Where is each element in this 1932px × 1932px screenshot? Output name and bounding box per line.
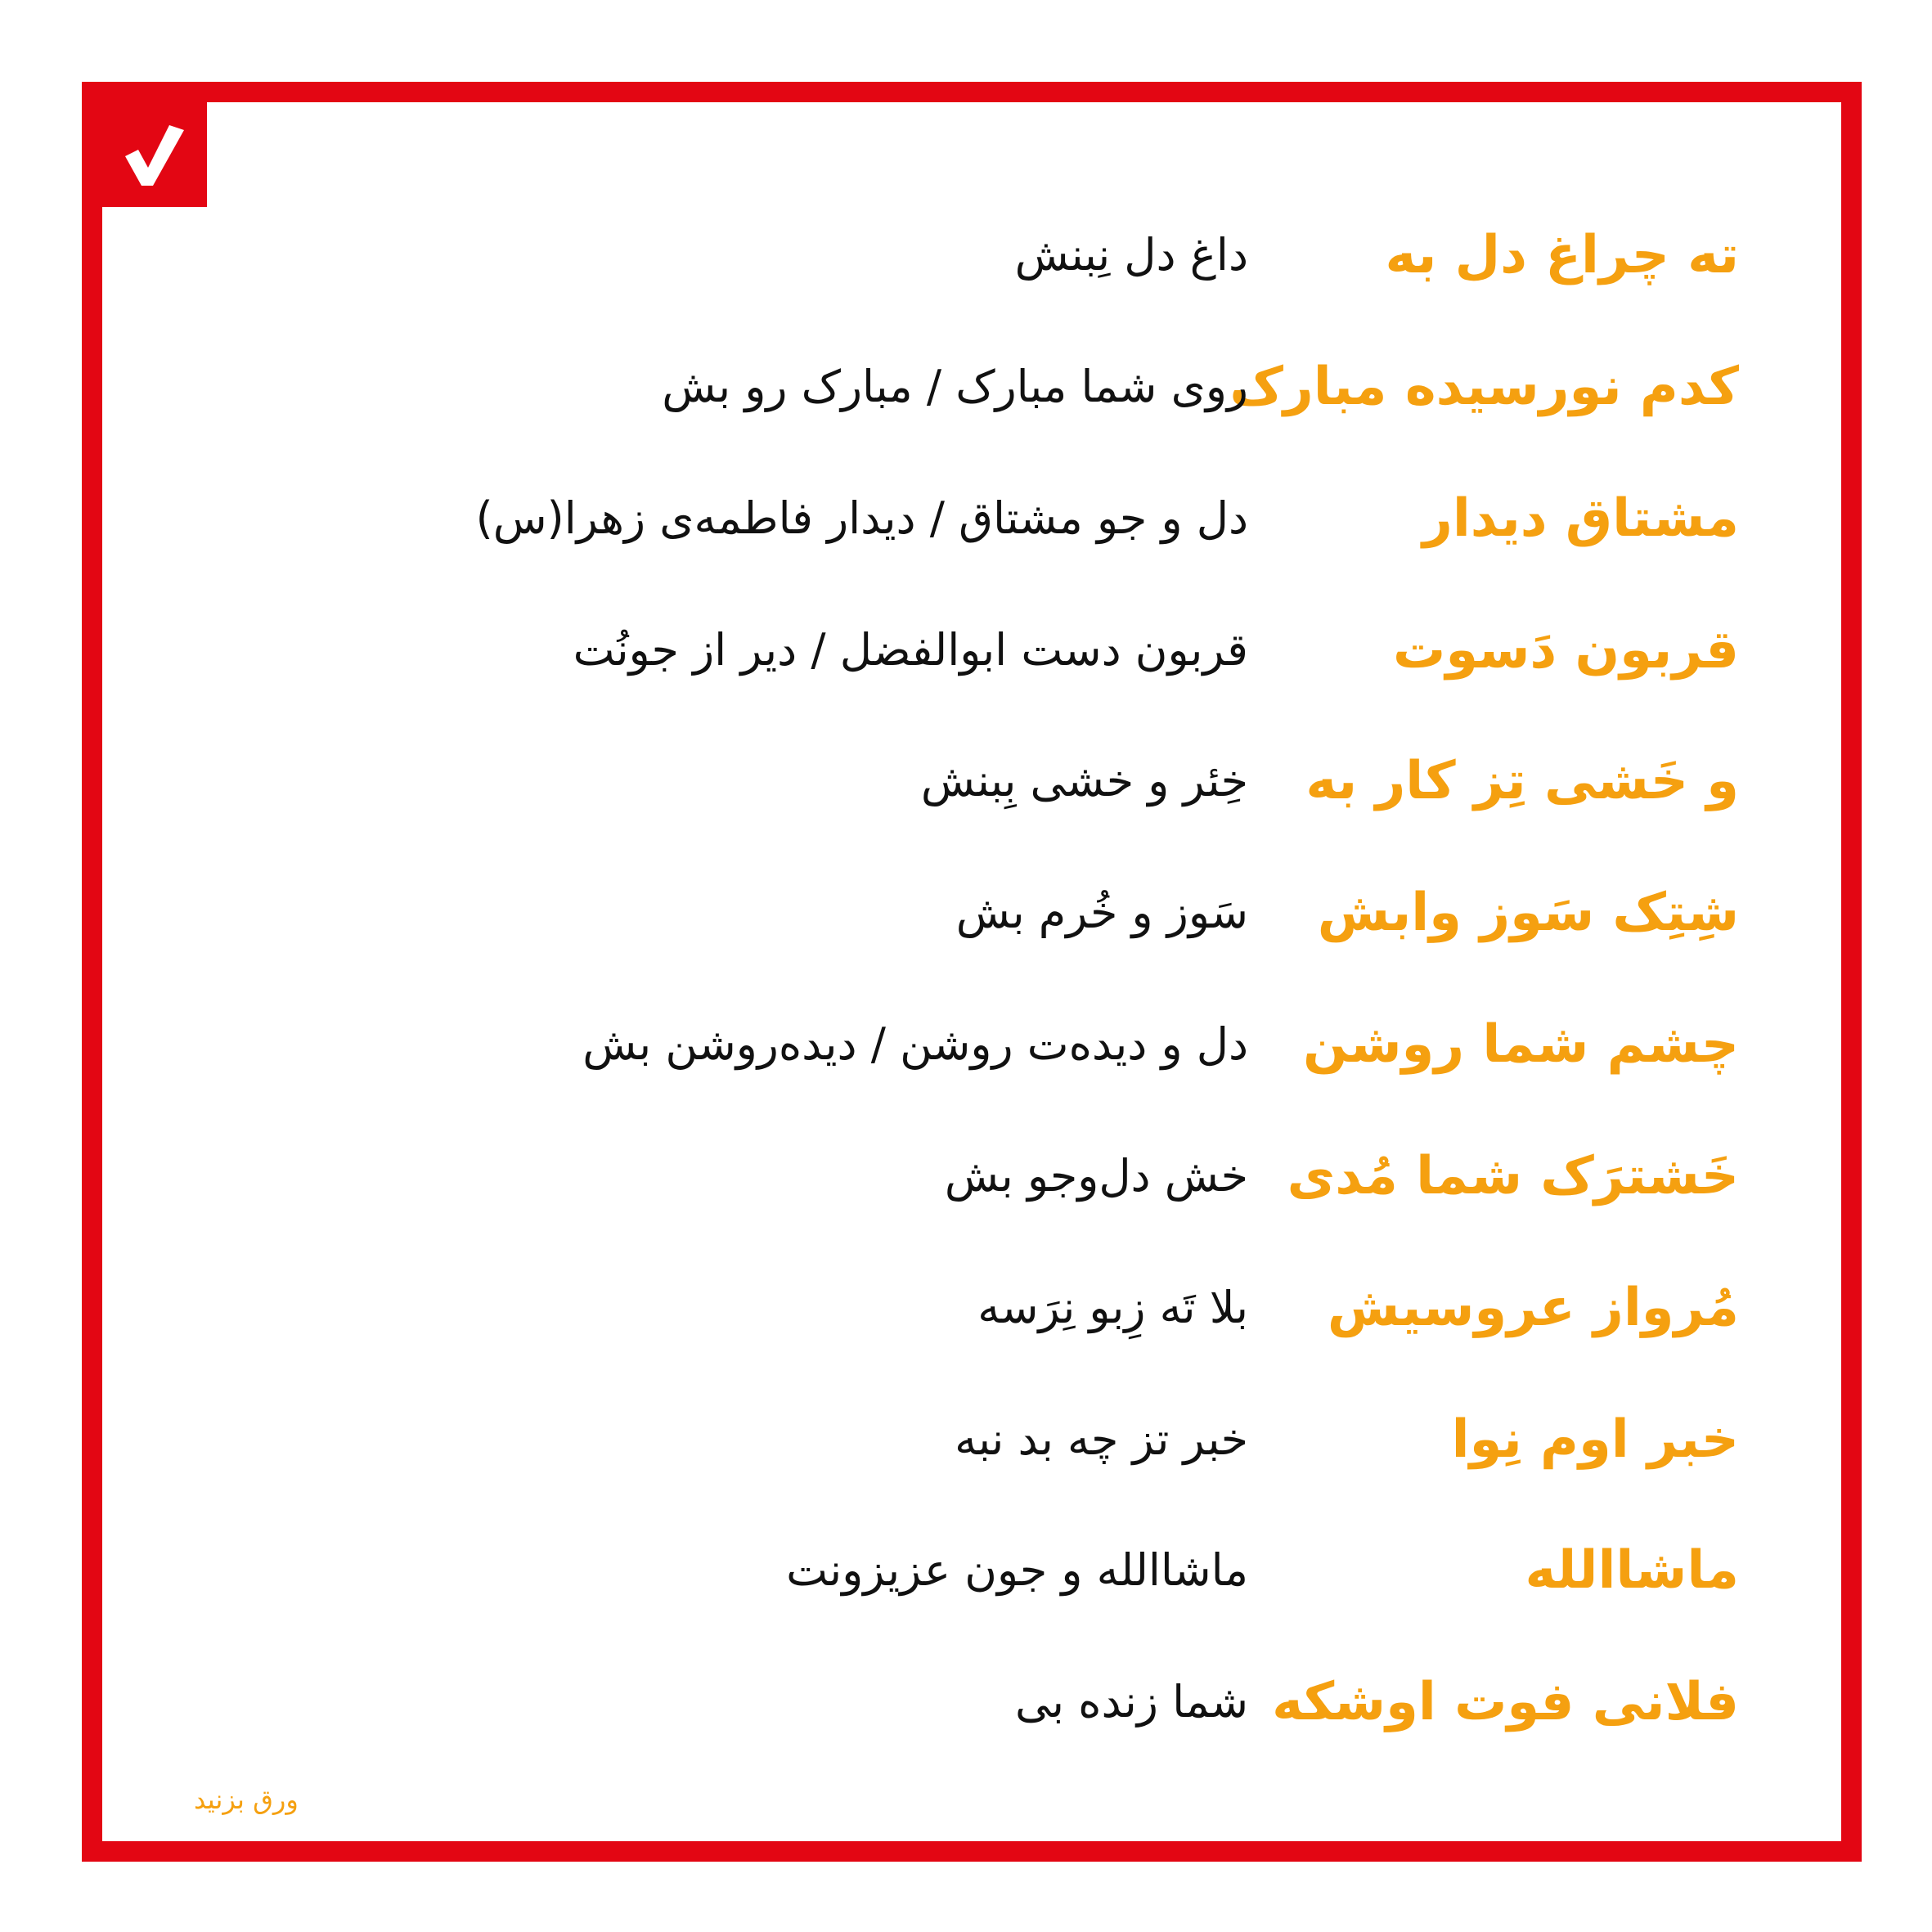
page-frame — [82, 82, 1862, 1862]
list-item — [102, 478, 1841, 559]
meaning-text: خش دل‌وجو بش — [944, 1150, 1248, 1202]
phrase-text: مُرواز عروسیش — [1327, 1278, 1739, 1338]
phrase-text: خَشترَک شما مُدی — [1287, 1146, 1739, 1206]
turn-page-note: ورق بزنید — [194, 1784, 299, 1815]
phrase-text: ماشاالله — [1525, 1540, 1739, 1601]
list-item — [102, 346, 1841, 428]
list-item — [102, 872, 1841, 954]
phrase-text: مشتاق دیدار — [1422, 488, 1739, 549]
meaning-text: داغ دل نِبنش — [1014, 229, 1248, 281]
phrase-text: چشم شما روشن — [1302, 1014, 1739, 1075]
list-item — [102, 214, 1841, 296]
meaning-text: خبر تز چه بد نبه — [955, 1413, 1248, 1465]
meaning-text: ماشاالله و جون عزیزونت — [786, 1544, 1248, 1596]
list-item — [102, 1004, 1841, 1085]
meaning-text: روی شما مبارک / مبارک رو بش — [662, 361, 1248, 412]
list-item — [102, 1135, 1841, 1217]
list-item — [102, 1530, 1841, 1611]
meaning-text: خِئر و خشی بِبنش — [920, 755, 1248, 806]
phrase-text: کدم نورسیده مبارک — [1229, 357, 1739, 417]
list-item — [102, 1661, 1841, 1743]
list-item — [102, 740, 1841, 822]
phrase-text: فلانی فوت اوشکه — [1272, 1672, 1739, 1732]
meaning-text: سَوز و خُرم بش — [955, 887, 1248, 938]
list-item — [102, 1399, 1841, 1480]
checkmark-icon — [120, 120, 189, 189]
phrase-text: و خَشی تِز کار به — [1305, 751, 1739, 811]
phrase-text: قربون دَسوت — [1393, 620, 1739, 681]
meaning-text: شما زنده بی — [1014, 1676, 1248, 1728]
meaning-text: دل و جو مشتاق / دیدار فاطمه‌ی زهرا(س) — [475, 492, 1248, 544]
logo-badge — [102, 102, 207, 207]
phrase-text: ته چراغ دل به — [1385, 225, 1739, 285]
phrase-text: شِتِک سَوز وابش — [1317, 883, 1739, 943]
list-item — [102, 609, 1841, 691]
list-item — [102, 1267, 1841, 1349]
meaning-text: قربون دست ابوالفضل / دیر از جونُت — [573, 624, 1248, 676]
meaning-text: بلا تَه زِبو نِرَسه — [977, 1282, 1248, 1333]
meaning-text: دل و دیده‌ت روشن / دیده‌روشن بش — [582, 1018, 1248, 1070]
phrase-text: خبر اوم نِوا — [1451, 1409, 1739, 1470]
